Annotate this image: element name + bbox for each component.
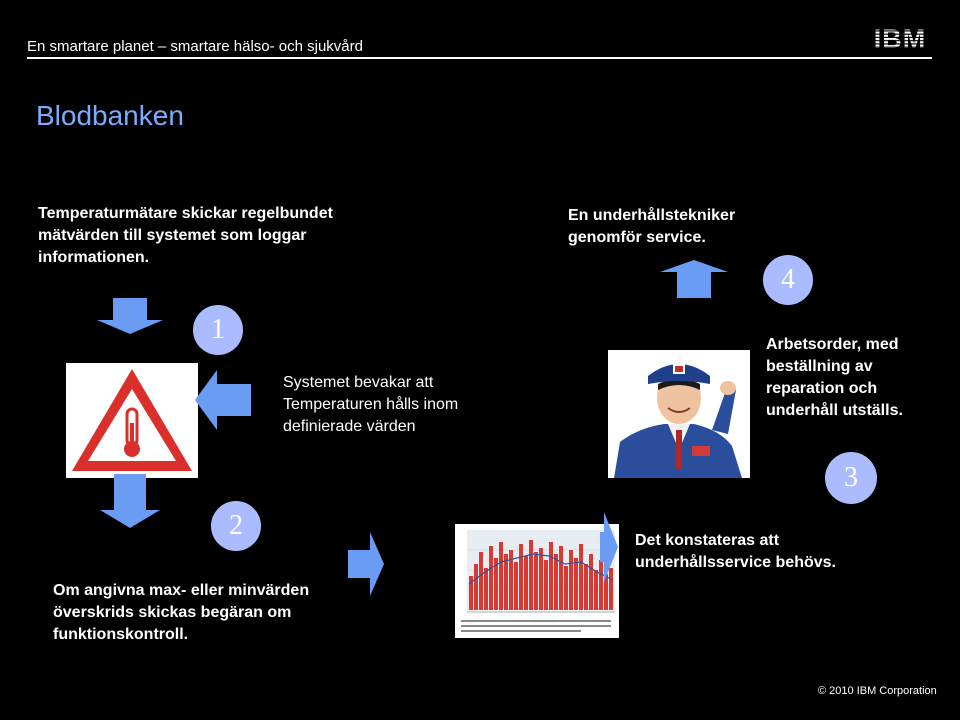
arrow-right-icon	[600, 512, 618, 582]
svg-text:IBM: IBM	[873, 25, 927, 51]
step-2-text: Om angivna max- eller minvärden överskrids skickas begäran om funktionskontroll.	[53, 582, 310, 643]
step-2-badge: 2	[211, 501, 261, 551]
arrow-down-icon	[97, 298, 163, 334]
intro-text: Temperaturmätare skickar regelbundet mätvärden till systemet som loggar informationen.	[38, 205, 333, 266]
warning-thermometer-icon	[66, 363, 198, 478]
header-divider	[27, 57, 932, 59]
arrow-up-icon	[660, 260, 728, 298]
arrow-left-icon	[195, 370, 251, 430]
step-3-text: Det konstateras att underhållsservice behövs.	[635, 532, 836, 571]
arrow-right-icon	[348, 532, 384, 596]
header-title: En smartare planet – smartare hälso- och sjukvård	[27, 38, 363, 55]
step-1-badge: 1	[193, 305, 243, 355]
technician-text: En underhållstekniker genomför service.	[568, 207, 736, 246]
slide-title: Blodbanken	[36, 100, 184, 131]
step-3-badge: 3	[825, 452, 877, 504]
chart-thumbnail	[455, 524, 619, 638]
technician-photo	[608, 350, 750, 478]
ibm-logo	[868, 25, 932, 51]
footer-copyright: © 2010 IBM Corporation	[818, 685, 937, 697]
step-1-text: Systemet bevakar att Temperaturen hålls inom definierade värden	[283, 374, 459, 435]
step-4-text: Arbetsorder, med beställning av reparation och underhåll utställs.	[766, 336, 903, 419]
step-4-badge: 4	[763, 255, 813, 305]
arrow-down-icon	[100, 474, 160, 528]
